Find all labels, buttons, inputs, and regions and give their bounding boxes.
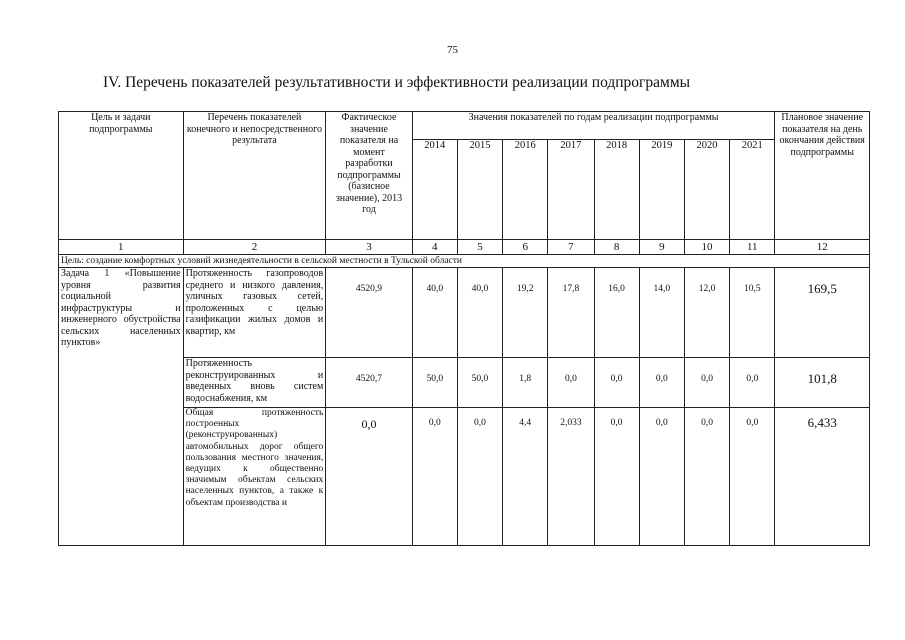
actual-value: 0,0 — [326, 408, 412, 546]
year-header: 2018 — [594, 140, 639, 240]
column-number: 1 — [59, 240, 184, 255]
header-actual: Фактическое значение показателя на момент разработки подпрограммы (базисное значение), 2013 год — [326, 112, 412, 240]
actual-value: 4520,9 — [326, 268, 412, 358]
header-years-group: Значения показателей по годам реализации подпрограммы — [412, 112, 775, 140]
year-value: 0,0 — [594, 358, 639, 408]
planned-value: 169,5 — [775, 268, 870, 358]
year-value: 2,033 — [548, 408, 594, 546]
year-header: 2017 — [548, 140, 594, 240]
year-value: 40,0 — [457, 268, 502, 358]
year-value: 50,0 — [412, 358, 457, 408]
year-value: 19,2 — [503, 268, 548, 358]
task-cell: Задача 1 «Повышение уровня развития социальной инфраструктуры и инженерного обустройства сельских населенных пунктов» — [59, 268, 184, 546]
year-value: 0,0 — [639, 408, 684, 546]
column-number: 11 — [730, 240, 775, 255]
column-number: 6 — [503, 240, 548, 255]
indicator-cell: Протяженность реконструированных и введенных вновь систем водоснабжения, км — [183, 358, 326, 408]
year-value: 17,8 — [548, 268, 594, 358]
column-number: 2 — [183, 240, 326, 255]
page-number: 75 — [447, 44, 458, 56]
column-number: 9 — [639, 240, 684, 255]
column-number: 8 — [594, 240, 639, 255]
year-value: 50,0 — [457, 358, 502, 408]
column-number: 5 — [457, 240, 502, 255]
year-value: 0,0 — [548, 358, 594, 408]
year-value: 0,0 — [594, 408, 639, 546]
year-value: 0,0 — [639, 358, 684, 408]
year-header: 2021 — [730, 140, 775, 240]
actual-value: 4520,7 — [326, 358, 412, 408]
year-value: 14,0 — [639, 268, 684, 358]
column-number: 7 — [548, 240, 594, 255]
year-header: 2019 — [639, 140, 684, 240]
year-header: 2014 — [412, 140, 457, 240]
column-number: 4 — [412, 240, 457, 255]
header-indicators: Перечень показателей конечного и непосредственного результата — [183, 112, 326, 240]
year-value: 0,0 — [730, 358, 775, 408]
year-value: 0,0 — [457, 408, 502, 546]
page-title: IV. Перечень показателей результативности и эффективности реализации подпрограммы — [103, 74, 691, 91]
year-value: 40,0 — [412, 268, 457, 358]
year-value: 12,0 — [684, 268, 729, 358]
indicator-cell: Общая протяженность построенных (реконструированных) автомобильных дорог общего пользования местного значения, ведущих к общественно значимым объектам сельских населенных пунктов, а также к объектам производства и — [183, 408, 326, 546]
year-value: 4,4 — [503, 408, 548, 546]
year-value: 1,8 — [503, 358, 548, 408]
year-header: 2020 — [684, 140, 729, 240]
column-number: 3 — [326, 240, 412, 255]
indicator-cell: Протяженность газопроводов среднего и низкого давления, уличных газовых сетей, проложенных с целью газификации жилых домов и квартир, км — [183, 268, 326, 358]
year-value: 0,0 — [412, 408, 457, 546]
indicators-table — [58, 111, 870, 546]
year-header: 2016 — [503, 140, 548, 240]
year-value: 0,0 — [730, 408, 775, 546]
header-planned: Плановое значение показателя на день окончания действия подпрограммы — [775, 112, 870, 240]
planned-value: 101,8 — [775, 358, 870, 408]
planned-value: 6,433 — [775, 408, 870, 546]
year-value: 10,5 — [730, 268, 775, 358]
column-number: 10 — [684, 240, 729, 255]
year-value: 0,0 — [684, 408, 729, 546]
year-value: 16,0 — [594, 268, 639, 358]
year-value: 0,0 — [684, 358, 729, 408]
goal-row: Цель: создание комфортных условий жизнедеятельности в сельской местности в Тульской области — [59, 255, 870, 268]
header-goals: Цель и задачи подпрограммы — [59, 112, 184, 240]
year-header: 2015 — [457, 140, 502, 240]
column-number: 12 — [775, 240, 870, 255]
